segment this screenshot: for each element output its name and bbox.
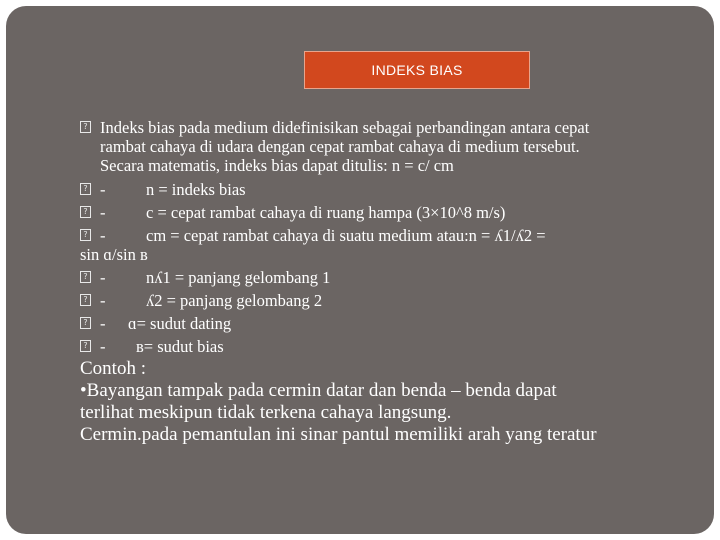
bullet-definition — [80, 118, 700, 175]
bullet-beta — [80, 337, 700, 356]
bullet-dash: - — [100, 203, 106, 222]
bullet-dash: - — [100, 226, 106, 245]
bullet-text: sin ɑ/sin ʙ — [80, 245, 148, 264]
bullet-text: c = cepat rambat cahaya di ruang hampa (3×10^8 m/s) — [146, 203, 506, 222]
example-text: Cermin.pada pemantulan ini sinar pantul memiliki arah yang teratur — [80, 424, 597, 445]
example-text: terlihat meskipun tidak terkena cahaya langsung. — [80, 402, 452, 423]
bullet-text: ʎ2 = panjang gelombang 2 — [146, 291, 323, 310]
bullet-dash: - — [100, 180, 106, 199]
bullet-text: nʎ1 = panjang gelombang 1 — [146, 268, 331, 287]
example-text: •Bayangan tampak pada cermin datar dan benda – benda dapat — [80, 380, 557, 401]
slide-content — [80, 118, 700, 446]
bullet-dash: - — [100, 337, 106, 356]
bullet-text: n = indeks bias — [146, 180, 246, 199]
bullet-box-icon: ? — [80, 121, 91, 133]
bullet-box-icon: ? — [80, 294, 91, 306]
bullet-box-icon: ? — [80, 206, 91, 218]
bullet-text: ɑ= sudut dating — [128, 314, 232, 333]
bullet-lambda1 — [80, 268, 700, 287]
bullet-box-icon: ? — [80, 183, 91, 195]
bullet-text: Indeks bias pada medium didefinisikan sebagai perbandingan antara cepat — [100, 118, 590, 137]
bullet-text: Secara matematis, indeks bias dapat ditulis: n = c/ cm — [100, 156, 454, 175]
bullet-box-icon: ? — [80, 271, 91, 283]
slide-title: INDEKS BIAS — [304, 51, 530, 89]
bullet-lambda2 — [80, 291, 700, 310]
bullet-text: ʙ= sudut bias — [136, 337, 224, 356]
bullet-text: rambat cahaya di udara dengan cepat rambat cahaya di medium tersebut. — [100, 137, 580, 156]
bullet-dash: - — [100, 314, 106, 333]
bullet-cm — [80, 226, 700, 264]
bullet-box-icon: ? — [80, 229, 91, 241]
bullet-n — [80, 180, 700, 199]
bullet-dash: - — [100, 291, 106, 310]
bullet-dash: - — [100, 268, 106, 287]
bullet-text: cm = cepat rambat cahaya di suatu medium atau:n = ʎ1/ʎ2 = — [146, 226, 546, 245]
example-heading: Contoh : — [80, 358, 146, 379]
bullet-box-icon: ? — [80, 340, 91, 352]
bullet-c — [80, 203, 700, 222]
example-section — [80, 358, 700, 446]
bullet-box-icon: ? — [80, 317, 91, 329]
bullet-alpha — [80, 314, 700, 333]
